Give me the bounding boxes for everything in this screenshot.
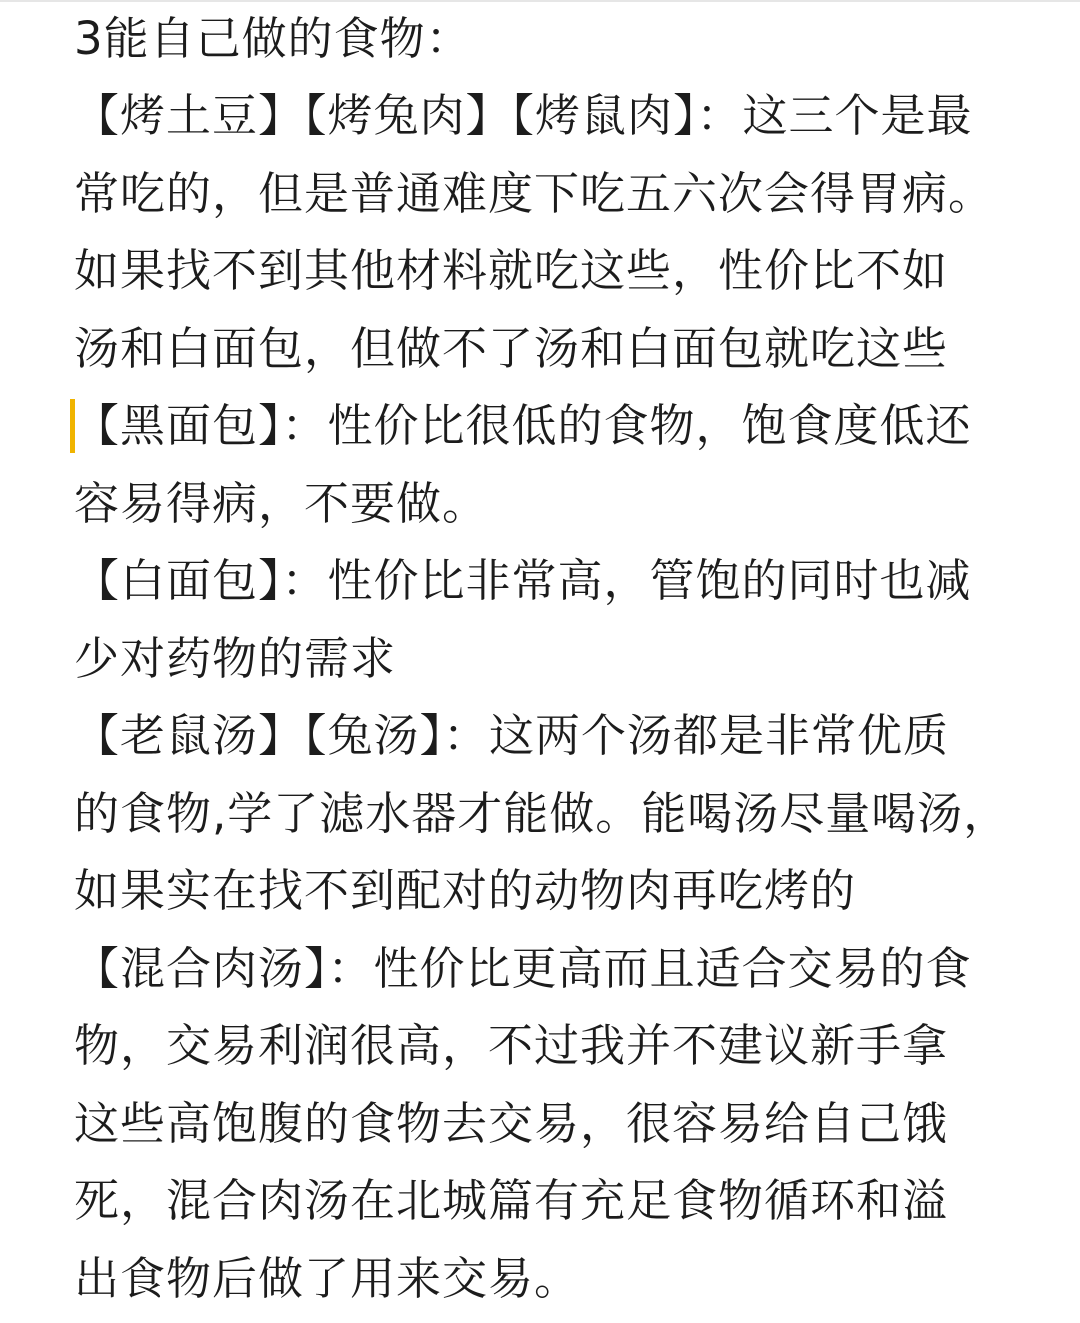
- text-line: 少对药物的需求: [74, 632, 397, 685]
- text-line: 如果找不到其他材料就吃这些，性价比不如: [74, 244, 949, 297]
- text-line: 【黑面包】：性价比很低的食物，饱食度低还: [74, 399, 972, 452]
- text-line: 的食物,学了滤水器才能做。能喝汤尽量喝汤，: [74, 787, 1010, 840]
- text-line: 【老鼠汤】【兔汤】：这两个汤都是非常优质: [74, 709, 950, 762]
- text-line: 常吃的，但是普通难度下吃五六次会得胃病。: [74, 167, 995, 220]
- text-line: 如果实在找不到配对的动物肉再吃烤的: [74, 864, 857, 917]
- text-line: 死，混合肉汤在北城篇有充足食物循环和溢: [74, 1174, 949, 1227]
- text-line: 容易得病，不要做。: [74, 477, 489, 530]
- text-line: 出食物后做了用来交易。: [74, 1252, 581, 1305]
- text-line: 【混合肉汤】：性价比更高而且适合交易的食: [74, 942, 972, 995]
- text-line: 汤和白面包，但做不了汤和白面包就吃这些: [74, 322, 949, 375]
- heading-line: 3能自己做的食物：: [74, 12, 472, 65]
- text-line: 【白面包】：性价比非常高，管饱的同时也减: [74, 554, 972, 607]
- text-line: 这些高饱腹的食物去交易，很容易给自己饿: [74, 1097, 949, 1150]
- text-line: 物，交易利润很高，不过我并不建议新手拿: [74, 1019, 949, 1072]
- text-line: 【烤土豆】【烤兔肉】【烤鼠肉】：这三个是最: [74, 89, 973, 142]
